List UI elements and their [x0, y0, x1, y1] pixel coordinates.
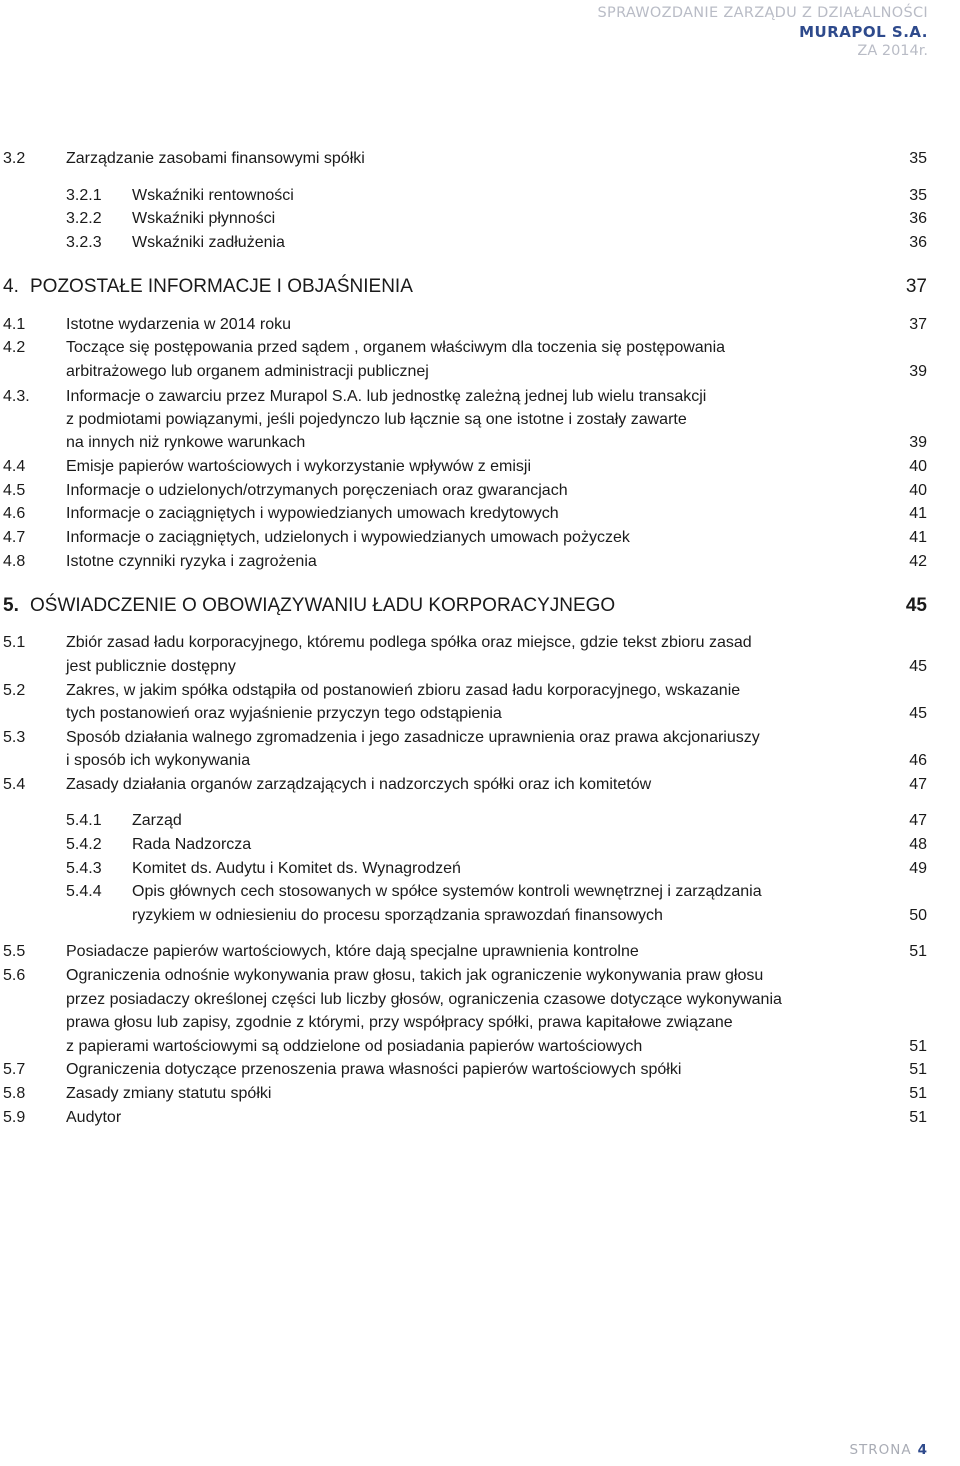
toc-entry-continuation[interactable] — [0, 656, 960, 678]
entry-number: 5.5 — [3, 943, 26, 960]
entry-number: 4.3. — [3, 388, 30, 405]
entry-number: 5.4.3 — [66, 860, 102, 877]
entry-title-line: przez posiadaczy określonej części lub liczby głosów, ograniczenia czasowe dotyczące wykonywania — [66, 991, 782, 1008]
entry-page: 36 — [909, 234, 927, 251]
toc-entry[interactable] — [0, 1059, 960, 1081]
entry-page: 51 — [909, 1061, 927, 1078]
toc-section-heading[interactable] — [0, 593, 960, 619]
entry-title-line: Zbiór zasad ładu korporacyjnego, któremu podlega spółka oraz miejsce, gdzie tekst zbioru zasad — [66, 634, 752, 651]
entry-title: Komitet ds. Audytu i Komitet ds. Wynagrodzeń — [132, 860, 461, 877]
entry-number: 3.2.2 — [66, 210, 102, 227]
toc-entry-continuation[interactable] — [0, 361, 960, 383]
entry-page: 51 — [909, 943, 927, 960]
entry-title: Rada Nadzorcza — [132, 836, 252, 853]
toc-entry-continuation[interactable] — [0, 1036, 960, 1058]
entry-title: Wskaźniki płynności — [132, 210, 276, 227]
entry-number: 5.4.2 — [66, 836, 102, 853]
entry-page: 41 — [909, 529, 927, 546]
section-page: 45 — [905, 595, 927, 616]
entry-title-line: Zakres, w jakim spółka odstąpiła od postanowień zbioru zasad ładu korporacyjnego, wskazanie — [66, 682, 741, 699]
entry-title-line: z papierami wartościowymi są oddzielone od posiadania papierów wartościowych — [66, 1038, 643, 1055]
section-number: 4. — [3, 276, 19, 297]
entry-title: Wskaźniki rentowności — [132, 187, 294, 204]
entry-page: 35 — [909, 150, 927, 167]
page-number: 4 — [917, 1442, 928, 1458]
entry-number: 4.5 — [3, 482, 26, 499]
toc-entry-continuation[interactable] — [0, 703, 960, 725]
entry-number: 4.6 — [3, 505, 26, 522]
report-title: SPRAWOZDANIE ZARZĄDU Z DZIAŁALNOŚCI — [597, 5, 928, 21]
section-number: 5. — [3, 595, 19, 616]
entry-title-line: jest publicznie dostępny — [66, 658, 236, 675]
toc-subentry[interactable] — [0, 208, 960, 230]
entry-title-line: na innych niż rynkowe warunkach — [66, 434, 306, 451]
toc-entry[interactable] — [0, 148, 960, 170]
entry-page: 40 — [909, 482, 927, 499]
entry-title: Zarząd — [132, 812, 182, 829]
entry-page: 40 — [909, 458, 927, 475]
entry-number: 5.4.1 — [66, 812, 102, 829]
page-header — [598, 4, 928, 61]
entry-title-line: Sposób działania walnego zgromadzenia i jego zasadnicze uprawnienia oraz prawa akcjonariuszy — [66, 729, 760, 746]
toc-entry[interactable] — [0, 480, 960, 502]
toc-entry-continuation[interactable] — [0, 1012, 960, 1034]
entry-title: Istotne wydarzenia w 2014 roku — [66, 316, 292, 333]
entry-number: 4.1 — [3, 316, 26, 333]
entry-title-line: ryzykiem w odniesieniu do procesu sporządzania sprawozdań finansowych — [132, 907, 663, 924]
entry-title: Istotne czynniki ryzyka i zagrożenia — [66, 553, 317, 570]
entry-title: Informacje o zaciągniętych, udzielonych i wypowiedzianych umowach pożyczek — [66, 529, 630, 546]
entry-number: 3.2.3 — [66, 234, 102, 251]
entry-title: Zasady zmiany statutu spółki — [66, 1085, 272, 1102]
toc-entry[interactable] — [0, 314, 960, 336]
entry-number: 5.3 — [3, 729, 26, 746]
entry-title-line: Opis głównych cech stosowanych w spółce systemów kontroli wewnętrznej i zarządzania — [132, 883, 762, 900]
entry-page: 46 — [909, 752, 927, 769]
entry-page: 42 — [909, 553, 927, 570]
toc-entry-continuation[interactable] — [0, 409, 960, 431]
entry-title: Emisje papierów wartościowych i wykorzystanie wpływów z emisji — [66, 458, 532, 475]
entry-title: Wskaźniki zadłużenia — [132, 234, 285, 251]
toc-section-heading[interactable] — [0, 274, 960, 300]
toc-entry[interactable] — [0, 632, 960, 654]
toc-entry[interactable] — [0, 1083, 960, 1105]
toc-entry-continuation[interactable] — [0, 750, 960, 772]
toc-entry[interactable] — [0, 1107, 960, 1129]
entry-number: 5.7 — [3, 1061, 26, 1078]
entry-number: 4.4 — [3, 458, 26, 475]
section-title: POZOSTAŁE INFORMACJE I OBJAŚNIENIA — [30, 276, 413, 297]
entry-page: 39 — [909, 434, 927, 451]
entry-page: 48 — [909, 836, 927, 853]
toc-entry[interactable] — [0, 503, 960, 525]
toc-entry[interactable] — [0, 941, 960, 963]
company-name: MURAPOL S.A. — [799, 23, 928, 41]
entry-page: 45 — [909, 705, 927, 722]
toc-subentry-continuation[interactable] — [0, 905, 960, 927]
entry-page: 37 — [909, 316, 927, 333]
entry-page: 49 — [909, 860, 927, 877]
toc-subentry[interactable] — [0, 810, 960, 832]
entry-title-line: Ograniczenia odnośnie wykonywania praw głosu, takich jak ograniczenie wykonywania praw głosu — [66, 967, 764, 984]
entry-page: 35 — [909, 187, 927, 204]
entry-number: 5.9 — [3, 1109, 26, 1126]
entry-number: 4.7 — [3, 529, 26, 546]
entry-page: 45 — [909, 658, 927, 675]
page-footer — [849, 1442, 928, 1458]
entry-title-line: z podmiotami powiązanymi, jeśli pojedynczo lub łącznie są one istotne i zostały zawarte — [66, 411, 687, 428]
entry-title: Informacje o zaciągniętych i wypowiedzianych umowach kredytowych — [66, 505, 559, 522]
entry-number: 5.4 — [3, 776, 26, 793]
toc-subentry[interactable] — [0, 834, 960, 856]
entry-page: 50 — [909, 907, 927, 924]
entry-number: 5.4.4 — [66, 883, 102, 900]
toc-entry-continuation[interactable] — [0, 432, 960, 454]
entry-title-line: prawa głosu lub zapisy, zgodnie z którymi, przy współpracy spółki, prawa kapitałowe związane — [66, 1014, 733, 1031]
toc-entry[interactable] — [0, 965, 960, 987]
toc-entry[interactable] — [0, 680, 960, 702]
entry-title-line: Informacje o zawarciu przez Murapol S.A. lub jednostkę zależną jednej lub wielu transakcji — [66, 388, 707, 405]
entry-number: 4.8 — [3, 553, 26, 570]
toc-entry-continuation[interactable] — [0, 989, 960, 1011]
entry-number: 5.2 — [3, 682, 26, 699]
entry-title: Informacje o udzielonych/otrzymanych poręczeniach oraz gwarancjach — [66, 482, 568, 499]
entry-page: 47 — [909, 776, 927, 793]
entry-title: Zarządzanie zasobami finansowymi spółki — [66, 150, 365, 167]
toc-entry[interactable] — [0, 386, 960, 408]
entry-number: 3.2.1 — [66, 187, 102, 204]
section-page: 37 — [905, 276, 927, 297]
toc-subentry[interactable] — [0, 232, 960, 254]
toc-entry[interactable] — [0, 456, 960, 478]
entry-page: 51 — [909, 1085, 927, 1102]
entry-page: 47 — [909, 812, 927, 829]
entry-number: 3.2 — [3, 150, 26, 167]
entry-number: 5.1 — [3, 634, 26, 651]
section-title: OŚWIADCZENIE O OBOWIĄZYWANIU ŁADU KORPORACYJNEGO — [30, 595, 616, 616]
page-label: STRONA — [849, 1442, 912, 1458]
entry-page: 41 — [909, 505, 927, 522]
entry-title: Zasady działania organów zarządzających i nadzorczych spółki oraz ich komitetów — [66, 776, 652, 793]
toc-entry[interactable] — [0, 527, 960, 549]
entry-title: Ograniczenia dotyczące przenoszenia prawa własności papierów wartościowych spółki — [66, 1061, 682, 1078]
entry-title-line: Toczące się postępowania przed sądem , organem właściwym dla toczenia się postępowania — [66, 339, 726, 356]
entry-page: 51 — [909, 1109, 927, 1126]
toc-entry[interactable] — [0, 337, 960, 359]
entry-title-line: i sposób ich wykonywania — [66, 752, 251, 769]
toc-entry[interactable] — [0, 774, 960, 796]
entry-number: 5.6 — [3, 967, 26, 984]
toc-entry[interactable] — [0, 727, 960, 749]
entry-page: 39 — [909, 363, 927, 380]
toc-entry[interactable] — [0, 551, 960, 573]
toc-subentry[interactable] — [0, 858, 960, 880]
entry-title: Posiadacze papierów wartościowych, które dają specjalne uprawnienia kontrolne — [66, 943, 639, 960]
report-period: ZA 2014r. — [857, 43, 928, 59]
entry-title: Audytor — [66, 1109, 122, 1126]
entry-title-line: tych postanowień oraz wyjaśnienie przyczyn tego odstąpienia — [66, 705, 502, 722]
toc-subentry[interactable] — [0, 881, 960, 903]
toc-subentry[interactable] — [0, 185, 960, 207]
entry-page: 51 — [909, 1038, 927, 1055]
entry-page: 36 — [909, 210, 927, 227]
entry-title-line: arbitrażowego lub organem administracji publicznej — [66, 363, 429, 380]
entry-number: 5.8 — [3, 1085, 26, 1102]
entry-number: 4.2 — [3, 339, 26, 356]
